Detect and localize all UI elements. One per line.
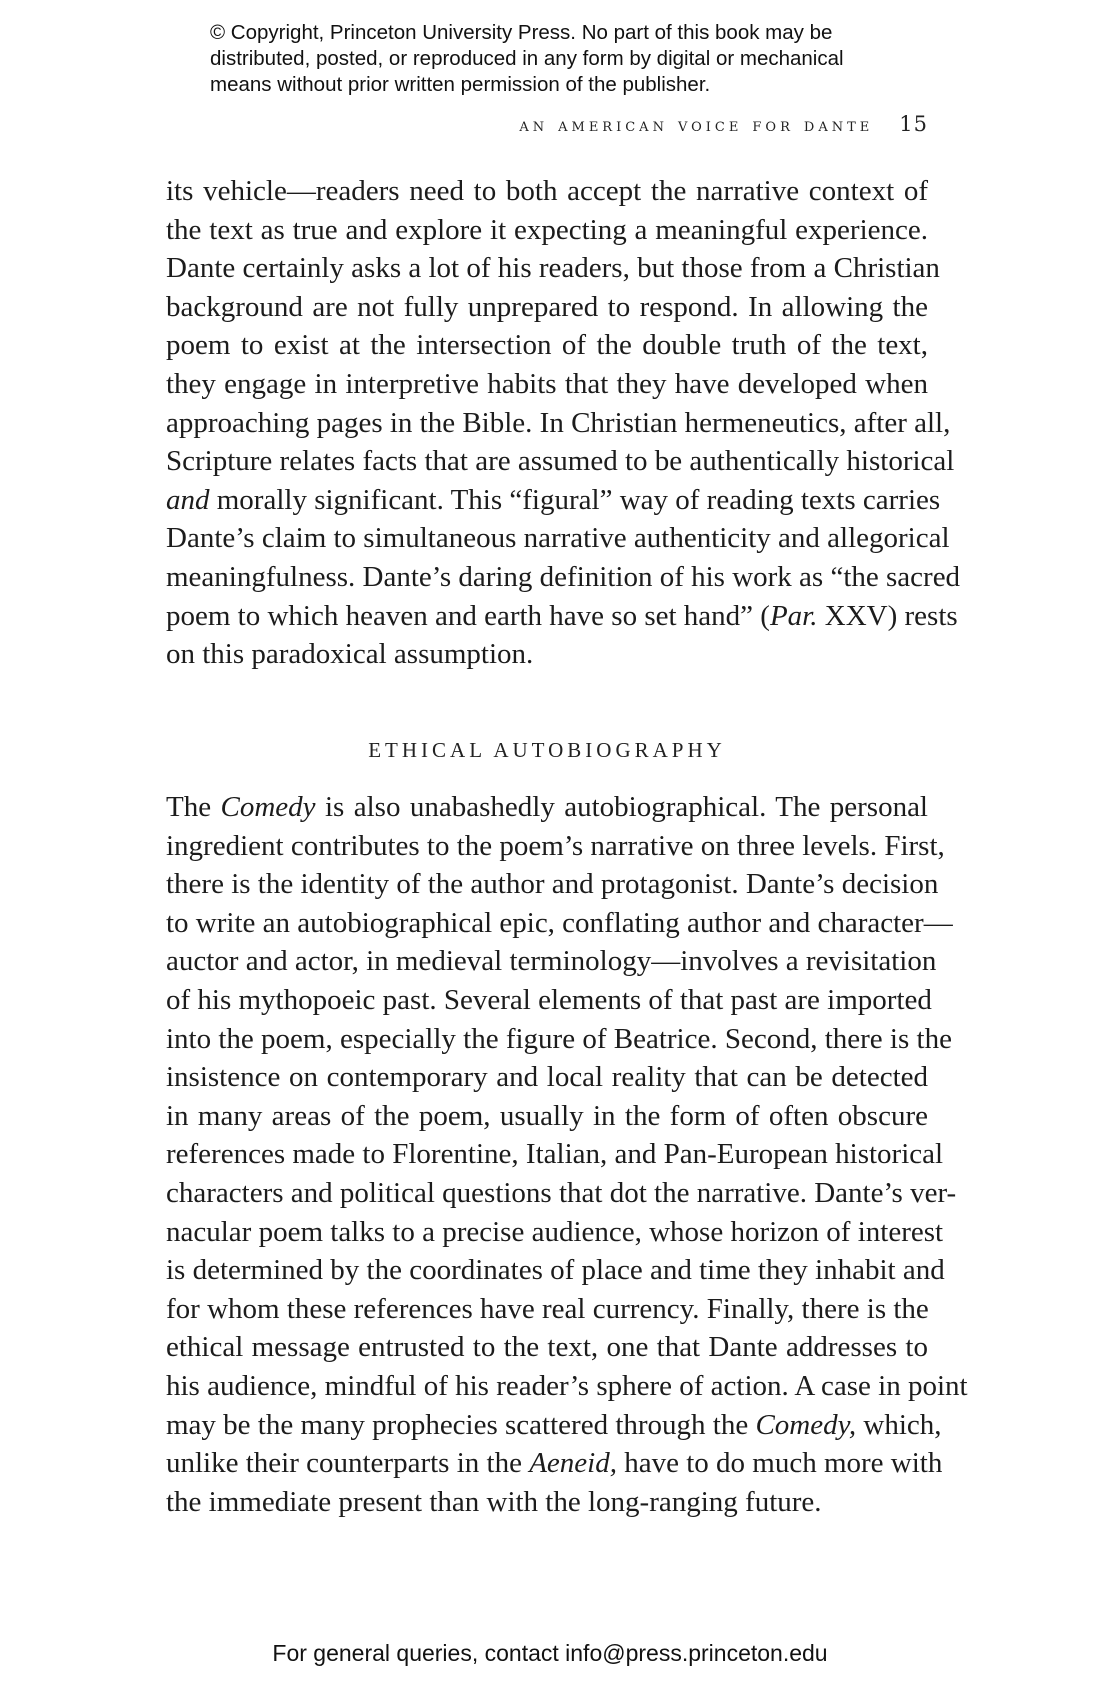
text-line: references made to Florentine, Italian, and Pan-European historical: [166, 1138, 944, 1171]
italic-title: Comedy: [220, 791, 316, 823]
text-line: [166, 597, 958, 636]
text-run: which,: [856, 1408, 942, 1441]
running-head-title: an american voice for dante: [519, 114, 874, 136]
text-run: morally significant. This “figural” way of reading texts carries: [209, 483, 941, 516]
text-run: The: [166, 791, 221, 823]
text-line: nacular poem talks to a precise audience, whose horizon of interest: [166, 1215, 944, 1248]
text-run: ) rests: [887, 599, 958, 632]
page-number: 15: [899, 112, 928, 136]
text-line: auctor and actor, in medieval terminology—involves a revisitation: [166, 945, 937, 978]
text-run: have to do much more with: [616, 1447, 943, 1480]
text-run: unlike their counterparts in the: [166, 1447, 530, 1480]
text-line: Dante certainly asks a lot of his readers, but those from a Christian: [166, 252, 940, 285]
body-paragraph-1: [166, 172, 961, 674]
text-line: [166, 788, 928, 827]
text-line: his audience, mindful of his reader’s sphere of action. A case in point: [166, 1369, 968, 1402]
text-line: of his mythopoeic past. Several elements of that past are imported: [166, 983, 932, 1016]
body-paragraph-2: [166, 788, 968, 1521]
text-line: background are not fully unprepared to respond. In allowing the: [166, 290, 928, 323]
text-line: [166, 1406, 942, 1445]
canto-number: XXV: [817, 599, 888, 632]
section-heading: ETHICAL AUTOBIOGRAPHY: [368, 738, 726, 762]
text-line: there is the identity of the author and protagonist. Dante’s decision: [166, 868, 939, 901]
text-line: to write an autobiographical epic, conflating author and character—: [166, 906, 953, 939]
text-line: into the poem, especially the figure of Beatrice. Second, there is the: [166, 1022, 952, 1055]
text-line: its vehicle—readers need to both accept the narrative context of: [166, 175, 928, 207]
copyright-notice: [210, 20, 970, 98]
text-line: the text as true and explore it expecting a meaningful experience.: [166, 213, 928, 246]
text-line: [166, 1444, 943, 1483]
running-head: [519, 112, 928, 136]
copyright-line: means without prior written permission of the publisher.: [210, 73, 711, 96]
text-line: poem to exist at the intersection of the double truth of the text,: [166, 329, 928, 362]
italic-citation: Par.: [769, 599, 818, 632]
text-line: ingredient contributes to the poem’s narrative on three levels. First,: [166, 829, 945, 862]
text-run: poem to which heaven and earth have so set hand” (: [166, 599, 770, 632]
text-line: ethical message entrusted to the text, one that Dante addresses to: [166, 1331, 928, 1364]
text-line: in many areas of the poem, usually in the form of often obscure: [166, 1099, 928, 1132]
text-line: they engage in interpretive habits that they have developed when: [166, 367, 928, 400]
text-line: is determined by the coordinates of place and time they inhabit and: [166, 1254, 945, 1287]
italic-title: Comedy,: [755, 1408, 857, 1441]
text-run: may be the many prophecies scattered through the: [166, 1408, 756, 1441]
italic-title: Aeneid,: [529, 1447, 617, 1480]
text-line: Scripture relates facts that are assumed to be authentically historical: [166, 445, 955, 478]
text-line: [166, 481, 941, 520]
text-line: Dante’s claim to simultaneous narrative authenticity and allegorical: [166, 522, 950, 555]
text-line: meaningfulness. Dante’s daring definition of his work as “the sacred: [166, 560, 961, 593]
text-line: insistence on contemporary and local reality that can be detected: [166, 1061, 928, 1094]
copyright-line: distributed, posted, or reproduced in any form by digital or mechanical: [210, 47, 844, 70]
italic-emphasis: and: [166, 483, 210, 516]
text-line: approaching pages in the Bible. In Christian hermeneutics, after all,: [166, 406, 951, 439]
text-line: the immediate present than with the long-ranging future.: [166, 1485, 822, 1518]
text-line: for whom these references have real currency. Finally, there is the: [166, 1292, 929, 1325]
text-line: on this paradoxical assumption.: [166, 638, 534, 671]
text-line: characters and political questions that dot the narrative. Dante’s ver-: [166, 1176, 957, 1209]
copyright-line: © Copyright, Princeton University Press. No part of this book may be: [210, 21, 833, 44]
text-run: is also unabashedly autobiographical. The personal: [315, 791, 928, 823]
footer-contact: For general queries, contact info@press.princeton.edu: [272, 1640, 828, 1666]
